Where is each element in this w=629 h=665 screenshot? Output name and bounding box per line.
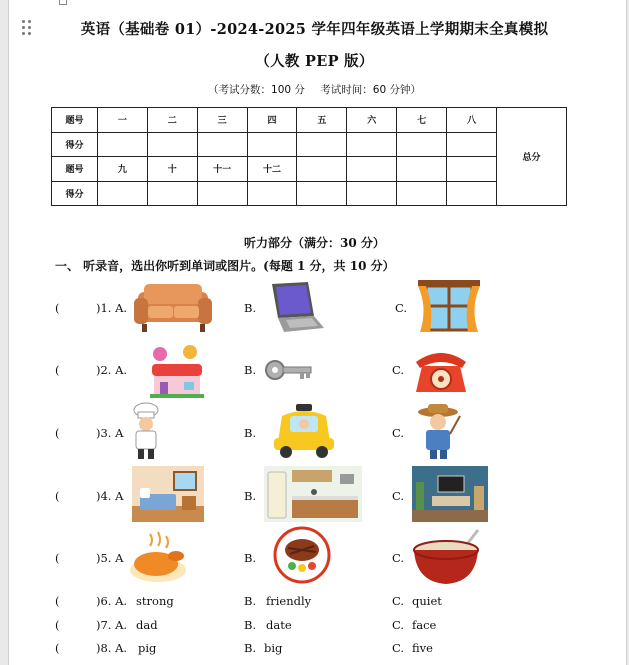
score-info: （考试分数：100 分 — [208, 84, 305, 96]
answer-paren[interactable]: ( — [55, 426, 60, 440]
cell-score — [147, 181, 197, 206]
question-number: )3. A — [96, 426, 124, 440]
window-icon[interactable] — [414, 278, 484, 334]
question-number: )2. A. — [96, 363, 128, 377]
cell-score — [247, 181, 297, 206]
option-c: C. — [395, 301, 408, 315]
cell-score — [197, 181, 247, 206]
cell-score — [397, 132, 447, 157]
sofa-icon[interactable] — [134, 280, 212, 334]
page-title: 英语（基础卷 01）-2024-2025 学年四年级英语上学期期末全真模拟 — [80, 21, 549, 38]
cell-empty — [397, 157, 447, 182]
laptop-icon[interactable] — [264, 280, 326, 334]
label-score: 得分 — [52, 181, 98, 206]
soup-bowl-icon[interactable] — [412, 528, 482, 586]
cell-score — [247, 132, 297, 157]
restaurant-icon[interactable] — [146, 344, 208, 400]
cell-q: 三 — [197, 108, 247, 133]
section-title: 听力部分（满分：30 分） — [244, 236, 385, 250]
cell-score — [397, 181, 447, 206]
answer-paren[interactable]: ( — [55, 618, 60, 632]
farmer-icon[interactable] — [416, 402, 462, 460]
question-number: )6. A. — [96, 594, 128, 608]
bedroom-icon[interactable] — [132, 466, 204, 522]
cell-score — [97, 181, 147, 206]
label-question: 题号 — [52, 157, 98, 182]
living-room-icon[interactable] — [412, 466, 488, 522]
cell-q: 二 — [147, 108, 197, 133]
question-number: )5. A — [96, 551, 124, 565]
option-c: C. — [392, 618, 405, 632]
cell-empty — [447, 157, 497, 182]
option-b-word: date — [266, 618, 292, 632]
telephone-icon[interactable] — [412, 344, 470, 396]
cell-q: 六 — [347, 108, 397, 133]
page-subtitle: （人教 PEP 版） — [255, 53, 374, 70]
question-number: )7. A. — [96, 618, 128, 632]
question-number: )8. A. — [96, 641, 128, 655]
option-a-word: strong — [136, 594, 174, 608]
key-icon[interactable] — [264, 358, 314, 384]
option-c: C. — [392, 489, 405, 503]
answer-paren[interactable]: ( — [55, 551, 60, 565]
cell-q: 七 — [397, 108, 447, 133]
cell-q: 十一 — [197, 157, 247, 182]
cell-q: 八 — [447, 108, 497, 133]
cell-q: 十 — [147, 157, 197, 182]
cell-q: 四 — [247, 108, 297, 133]
option-b: B. — [244, 489, 257, 503]
question-number: )4. A — [96, 489, 124, 503]
cell-score — [97, 132, 147, 157]
option-c: C. — [392, 426, 405, 440]
option-b: B. — [244, 426, 257, 440]
option-b: B. — [244, 594, 257, 608]
answer-paren[interactable]: ( — [55, 363, 60, 377]
taxi-icon[interactable] — [272, 402, 336, 460]
answer-paren[interactable]: ( — [55, 641, 60, 655]
option-b: B. — [244, 618, 257, 632]
cell-empty — [297, 157, 347, 182]
cell-score — [447, 132, 497, 157]
option-c: C. — [392, 551, 405, 565]
cell-score — [297, 132, 347, 157]
cell-empty — [347, 157, 397, 182]
option-c: C. — [392, 641, 405, 655]
label-question: 题号 — [52, 108, 98, 133]
option-a-word: dad — [136, 618, 158, 632]
option-a-word: pig — [138, 641, 157, 655]
answer-paren[interactable]: ( — [55, 489, 60, 503]
kitchen-icon[interactable] — [264, 466, 362, 522]
cell-score — [347, 181, 397, 206]
label-score: 得分 — [52, 132, 98, 157]
cell-score — [197, 132, 247, 157]
option-b: B. — [244, 641, 257, 655]
option-b-word: friendly — [266, 594, 312, 608]
option-c-word: face — [412, 618, 437, 632]
score-table — [51, 107, 567, 206]
answer-paren[interactable]: ( — [55, 301, 60, 315]
option-b: B. — [244, 551, 257, 565]
cell-score — [147, 132, 197, 157]
cell-q: 五 — [297, 108, 347, 133]
cell-score — [347, 132, 397, 157]
roast-chicken-icon[interactable] — [128, 530, 190, 586]
total-label: 总分 — [497, 108, 567, 206]
option-b-word: big — [264, 641, 283, 655]
chef-icon[interactable] — [128, 402, 164, 460]
option-c-word: five — [412, 641, 433, 655]
time-info: 考试时间：60 分钟） — [320, 84, 421, 96]
question-number: )1. A. — [96, 301, 128, 315]
option-c: C. — [392, 594, 405, 608]
cell-score — [297, 181, 347, 206]
steak-icon[interactable] — [272, 526, 332, 584]
cell-score — [447, 181, 497, 206]
option-c: C. — [392, 363, 405, 377]
question-heading: 一、 听录音，选出你听到单词或图片。(每题 1 分，共 10 分） — [55, 259, 395, 273]
answer-paren[interactable]: ( — [55, 594, 60, 608]
option-c-word: quiet — [412, 594, 442, 608]
cell-q: 十二 — [247, 157, 297, 182]
exam-info — [0, 82, 629, 97]
cell-q: 九 — [97, 157, 147, 182]
cell-q: 一 — [97, 108, 147, 133]
option-b: B. — [244, 301, 257, 315]
resize-handle[interactable] — [59, 0, 67, 5]
option-b: B. — [244, 363, 257, 377]
